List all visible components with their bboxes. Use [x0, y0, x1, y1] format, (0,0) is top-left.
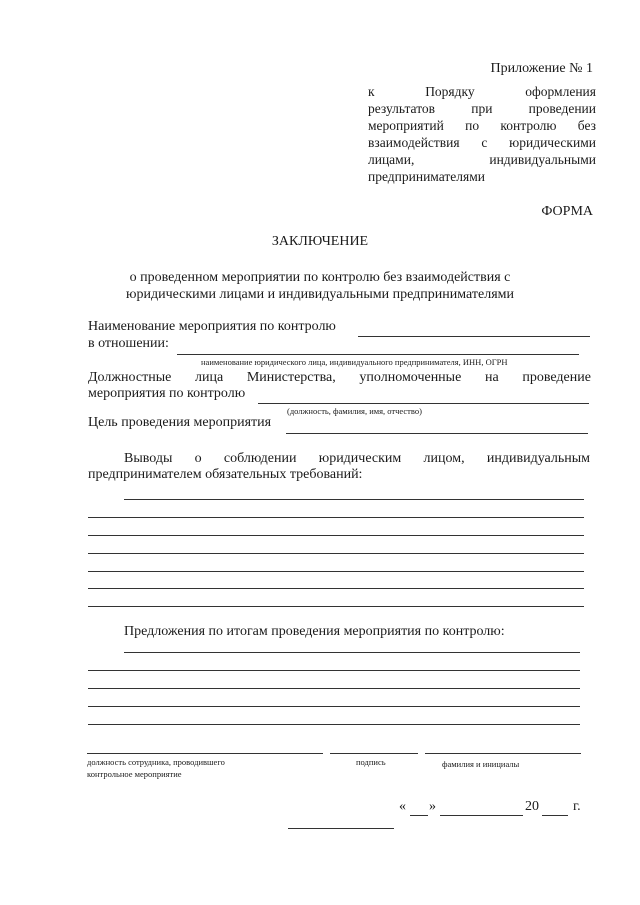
purpose-field[interactable]: [286, 433, 588, 434]
appendix-word: юридическими: [509, 135, 596, 150]
appendix-word: лицами,: [368, 152, 415, 167]
appendix-line-5: [368, 152, 596, 168]
event-name-field[interactable]: [358, 336, 590, 337]
date-year-field[interactable]: [542, 815, 568, 816]
subheading-line-1: о проведенном мероприятии по контролю без взаимодействия с: [129, 270, 511, 285]
officials-line-2: мероприятия по контролю: [88, 386, 246, 401]
date-year-suffix: г.: [573, 799, 581, 814]
in-relation-field[interactable]: [177, 354, 579, 355]
conclusions-field-line[interactable]: [124, 499, 584, 500]
date-open-quote: «: [399, 799, 406, 814]
conclusions-word: индивидуальным: [486, 451, 590, 466]
conclusions-field-line[interactable]: [88, 606, 584, 607]
officials-field[interactable]: [258, 403, 589, 404]
conclusions-field-line[interactable]: [88, 571, 584, 572]
position-hint-line-1: должность сотрудника, проводившего: [87, 757, 225, 767]
appendix-word: при: [471, 101, 493, 116]
conclusions-field-line[interactable]: [88, 588, 584, 589]
date-year-prefix: 20: [525, 799, 539, 814]
conclusions-field-line[interactable]: [88, 517, 584, 518]
appendix-word: оформления: [525, 84, 596, 99]
officials-word: проведение: [522, 370, 591, 385]
officials-word: лица: [194, 370, 224, 385]
officials-hint: (должность, фамилия, имя, отчество): [287, 406, 422, 416]
appendix-word: с: [481, 135, 488, 150]
signature-hint: подпись: [356, 757, 386, 767]
appendix-word: без: [577, 118, 596, 133]
appendix-word: взаимодействия: [368, 135, 460, 150]
subheading-line-2: юридическими лицами и индивидуальными предпринимателями: [126, 287, 514, 302]
appendix-word: контролю: [500, 118, 557, 133]
date-month-field[interactable]: [440, 815, 523, 816]
appendix-word: результатов: [368, 101, 436, 116]
appendix-word: проведении: [528, 101, 596, 116]
conclusions-word: Выводы: [124, 451, 173, 466]
conclusions-word: о: [194, 451, 202, 466]
proposals-field-line[interactable]: [88, 688, 580, 689]
signature-field[interactable]: [330, 753, 418, 754]
in-relation-hint: наименование юридического лица, индивидуального предпринимателя, ИНН, ОГРН: [201, 357, 508, 367]
full-name-field[interactable]: [425, 753, 581, 754]
proposals-field-line[interactable]: [88, 706, 580, 707]
appendix-word: мероприятий: [368, 118, 444, 133]
date-close-quote: »: [429, 799, 436, 814]
appendix-title: Приложение № 1: [490, 61, 593, 76]
name-hint: фамилия и инициалы: [442, 759, 520, 769]
proposals-label: Предложения по итогам проведения мероприятия по контролю:: [124, 624, 505, 639]
conclusions-field-line[interactable]: [88, 535, 584, 536]
appendix-word: Порядку: [425, 84, 475, 99]
appendix-line-1: [368, 84, 596, 100]
position-hint-line-2: контрольное мероприятие: [87, 769, 182, 779]
appendix-line-6: предпринимателями: [368, 169, 486, 184]
position-field[interactable]: [87, 753, 323, 754]
conclusions-word: соблюдении: [223, 451, 297, 466]
appendix-word: по: [465, 118, 480, 133]
proposals-field-line[interactable]: [124, 652, 580, 653]
proposals-field-line[interactable]: [88, 724, 580, 725]
bottom-field[interactable]: [288, 828, 394, 829]
form-label: ФОРМА: [541, 204, 593, 219]
document-heading: ЗАКЛЮЧЕНИЕ: [271, 234, 369, 249]
event-name-label: Наименование мероприятия по контролю: [88, 319, 336, 334]
conclusions-word: лицом,: [423, 451, 465, 466]
in-relation-label: в отношении:: [88, 336, 169, 351]
officials-word: Министерства,: [246, 370, 336, 385]
purpose-label: Цель проведения мероприятия: [88, 415, 272, 430]
date-day-field[interactable]: [410, 815, 428, 816]
conclusions-field-line[interactable]: [88, 553, 584, 554]
appendix-line-4: [368, 135, 596, 151]
officials-word: Должностные: [88, 370, 172, 385]
officials-word: уполномоченные: [359, 370, 462, 385]
conclusions-line-2: предпринимателем обязательных требований:: [88, 467, 363, 482]
appendix-word: индивидуальными: [489, 152, 596, 167]
conclusions-word: юридическим: [318, 451, 402, 466]
appendix-word: к: [368, 84, 375, 99]
appendix-line-2: [368, 101, 596, 117]
proposals-field-line[interactable]: [88, 670, 580, 671]
appendix-line-3: [368, 118, 596, 134]
officials-word: на: [484, 370, 499, 385]
officials-line-1: [88, 370, 591, 386]
conclusions-line-1: [124, 451, 590, 467]
